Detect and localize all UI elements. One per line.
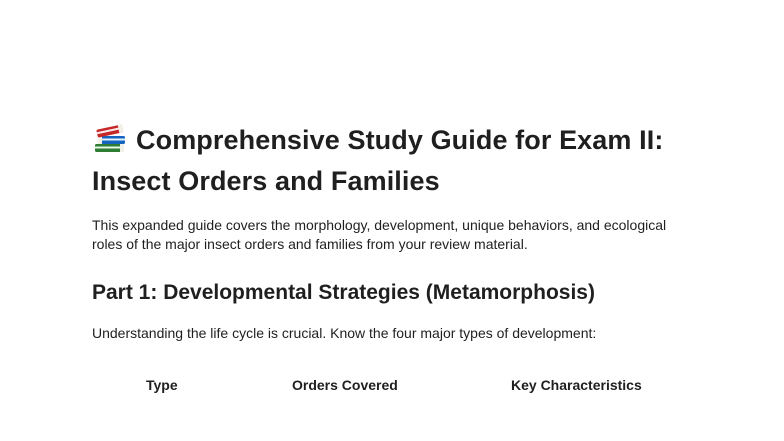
page-title [92,120,692,202]
table-header-orders-covered: Orders Covered [292,377,398,393]
table-header-type: Type [146,377,178,393]
section-lead-part1: Understanding the life cycle is crucial. Know the four major types of development: [92,325,597,341]
study-guide-page [92,120,692,343]
table-header-key-characteristics: Key Characteristics [511,377,642,393]
page-title-text: Comprehensive Study Guide for Exam II: Insect Orders and Families [92,125,664,196]
development-table-header [0,377,784,397]
books-icon [92,124,128,154]
section-heading-part1: Part 1: Developmental Strategies (Metamorphosis) [92,281,595,304]
intro-paragraph: This expanded guide covers the morphology, development, unique behaviors, and ecological roles of the major insect orders and families from your review material. [92,217,667,252]
